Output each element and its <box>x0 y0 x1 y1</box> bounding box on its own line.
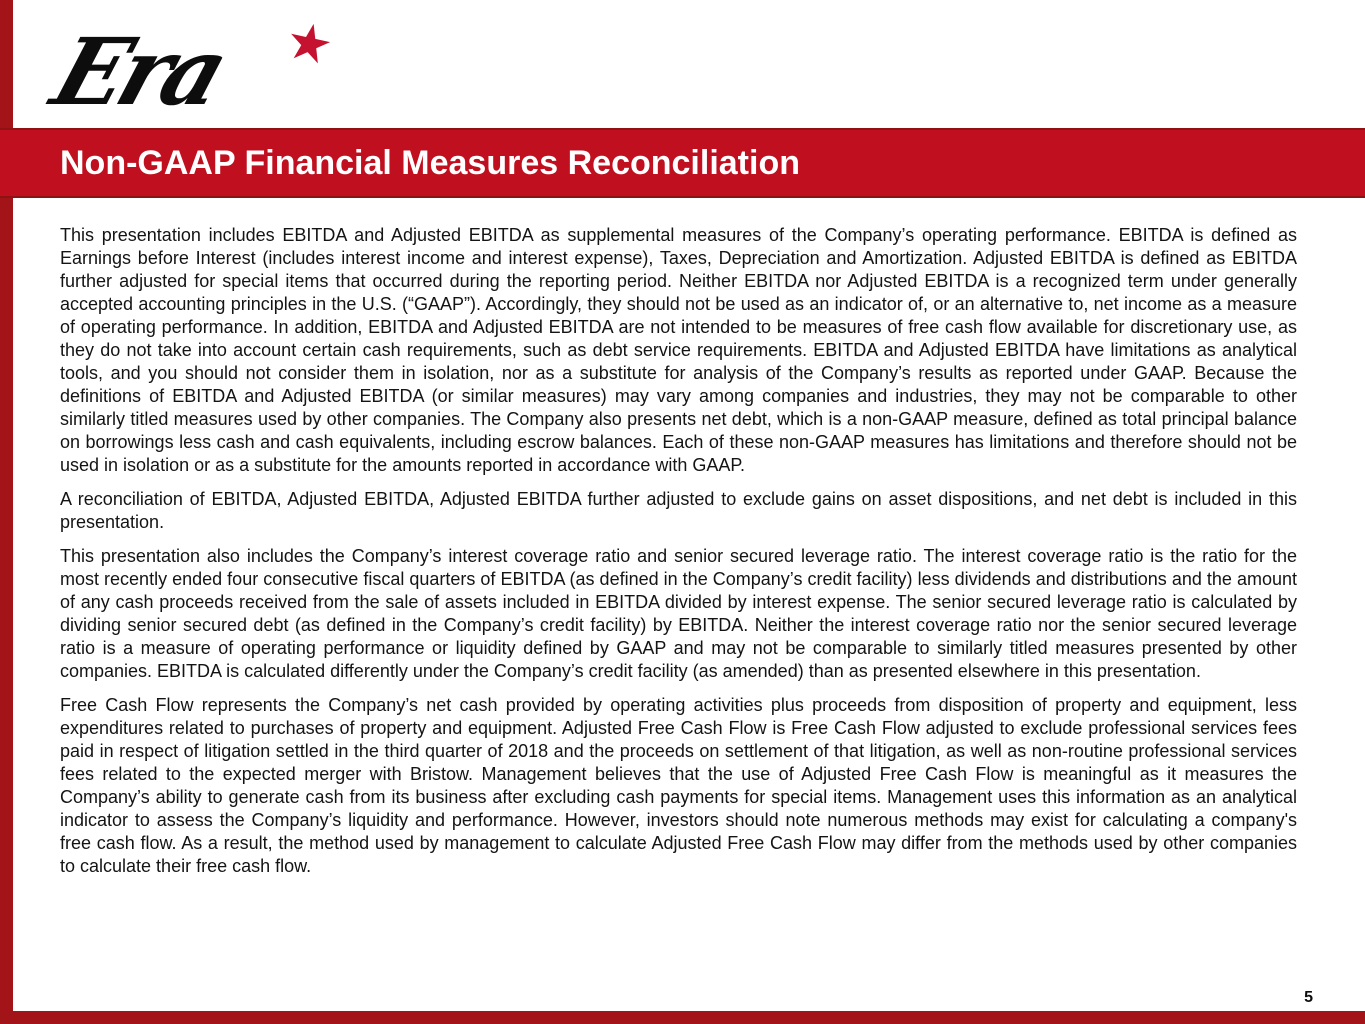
era-logo <box>40 10 358 127</box>
body-text <box>60 224 1297 889</box>
body-paragraph-1: This presentation includes EBITDA and Adjusted EBITDA as supplemental measures of the Company’s operating performance. EBITDA is defined as Earnings before Interest (includes interest income and interest expense), Taxes, Depreciation and Amortization. Adjusted EBITDA is defined as EBITDA further adjusted for special items that occurred during the reporting period. Neither EBITDA nor Adjusted EBITDA is a recognized term under generally accepted accounting principles in the U.S. (“GAAP”). Accordingly, they should not be used as an indicator of, or an alternative to, net income as a measure of operating performance. In addition, EBITDA and Adjusted EBITDA are not intended to be measures of free cash flow available for discretionary use, as they do not take into account certain cash requirements, such as debt service requirements. EBITDA and Adjusted EBITDA have limitations as analytical tools, and you should not consider them in isolation, nor as a substitute for analysis of the Company’s results as reported under GAAP. Because the definitions of EBITDA and Adjusted EBITDA (or similar measures) may vary among companies and industries, they may not be comparable to other similarly titled measures used by other companies. The Company also presents net debt, which is a non-GAAP measure, defined as total principal balance on borrowings less cash and cash equivalents, including escrow balances. Each of these non-GAAP measures has limitations and therefore should not be used in isolation or as a substitute for the amounts reported in accordance with GAAP. <box>60 225 1297 475</box>
era-logo-text: Era <box>40 18 236 126</box>
body-paragraph-3: This presentation also includes the Company’s interest coverage ratio and senior secured leverage ratio. The interest coverage ratio is the ratio for the most recently ended four consecutive fiscal quarters of EBITDA (as defined in the Company’s credit facility) less dividends and distributions and the amount of any cash proceeds received from the sale of assets included in EBITDA divided by interest expense. The senior secured leverage ratio is calculated by dividing senior secured debt (as defined in the Company’s credit facility) by EBITDA. Neither the interest coverage ratio nor the senior secured leverage ratio is a measure of operating performance or liquidity defined by GAAP and may not be comparable to similarly titled measures presented by other companies. EBITDA is calculated differently under the Company’s credit facility (as amended) than as presented elsewhere in this presentation. <box>60 546 1297 681</box>
logo-star-icon: ★ <box>280 10 339 78</box>
page-number: 5 <box>1304 989 1313 1006</box>
bottom-accent-bar <box>0 1011 1365 1024</box>
body-paragraph-2: A reconciliation of EBITDA, Adjusted EBITDA, Adjusted EBITDA further adjusted to exclude gains on asset dispositions, and net debt is included in this presentation. <box>60 489 1297 532</box>
title-banner <box>0 128 1365 198</box>
body-paragraph-4: Free Cash Flow represents the Company’s net cash provided by operating activities plus proceeds from disposition of property and equipment, less expenditures related to purchases of property and equipment. Adjusted Free Cash Flow is Free Cash Flow adjusted to exclude professional services fees paid in respect of litigation settled in the third quarter of 2018 and the proceeds on settlement of that litigation, as well as non-routine professional services fees related to the expected merger with Bristow. Management believes that the use of Adjusted Free Cash Flow is meaningful as it measures the Company’s ability to generate cash from its business after excluding cash payments for special items. Management uses this information as an analytical indicator to assess the Company’s liquidity and performance. However, investors should note numerous methods may exist for calculating a company's free cash flow. As a result, the method used by management to calculate Adjusted Free Cash Flow may differ from the methods used by other companies to calculate their free cash flow. <box>60 695 1297 876</box>
page-title: Non-GAAP Financial Measures Reconciliation <box>60 143 800 182</box>
